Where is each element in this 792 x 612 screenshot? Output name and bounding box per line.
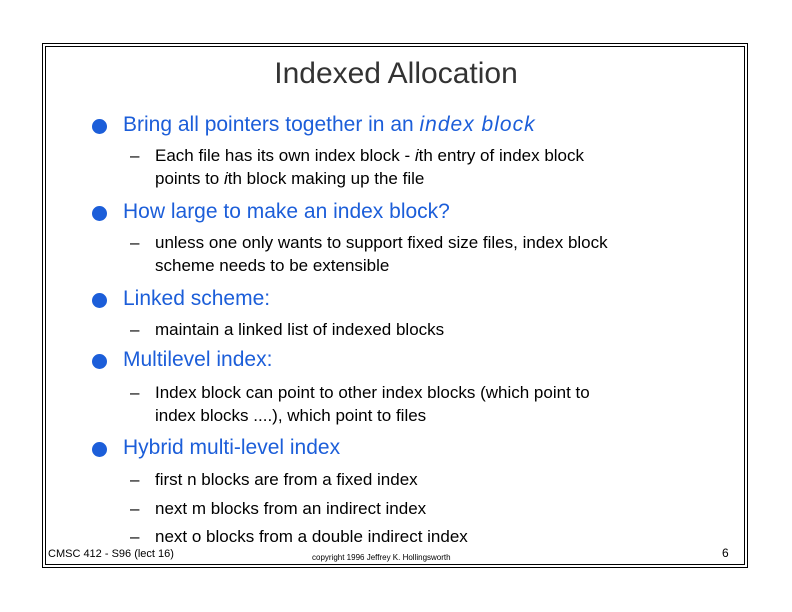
dash-icon: –	[130, 146, 140, 165]
sub-item-text: scheme needs to be extensible	[155, 256, 390, 275]
sub-item-text: next m blocks from an indirect index	[155, 499, 427, 518]
slide-title: Indexed Allocation	[274, 57, 518, 90]
dash-icon: –	[130, 383, 140, 402]
sub-item-text: next o blocks from a double indirect index	[155, 527, 468, 546]
bullet-dot-icon	[92, 119, 107, 134]
sub-item-text: points to ith block making up the file	[155, 169, 425, 188]
bullet-dot-icon	[92, 293, 107, 308]
dash-icon: –	[130, 320, 140, 339]
bullet-text: Linked scheme:	[123, 287, 271, 310]
sub-item-text: first n blocks are from a fixed index	[155, 470, 418, 489]
footer-course: CMSC 412 - S96 (lect 16)	[48, 548, 174, 560]
bullet-text: Multilevel index:	[123, 348, 273, 371]
dash-icon: –	[130, 470, 140, 489]
sub-item-text: Index block can point to other index blocks (which point to	[155, 383, 590, 402]
sub-item-text: Each file has its own index block - ith entry of index block	[155, 146, 585, 165]
bullet-text: How large to make an index block?	[123, 200, 450, 223]
emphasis-text: index block	[419, 113, 536, 136]
sub-item-text: maintain a linked list of indexed blocks	[155, 320, 445, 339]
dash-icon: –	[130, 233, 140, 252]
bullet-dot-icon	[92, 442, 107, 457]
bullet-dot-icon	[92, 206, 107, 221]
page-number: 6	[722, 546, 729, 560]
dash-icon: –	[130, 499, 140, 518]
sub-item-text: unless one only wants to support fixed size files, index block	[155, 233, 608, 252]
bullet-text: Bring all pointers together in an index block	[123, 113, 536, 136]
dash-icon: –	[130, 527, 140, 546]
sub-item-text: index blocks ....), which point to files	[155, 406, 427, 425]
footer-copyright: copyright 1996 Jeffrey K. Hollingsworth	[312, 553, 451, 562]
bullet-dot-icon	[92, 354, 107, 369]
bullet-text: Hybrid multi-level index	[123, 436, 341, 459]
